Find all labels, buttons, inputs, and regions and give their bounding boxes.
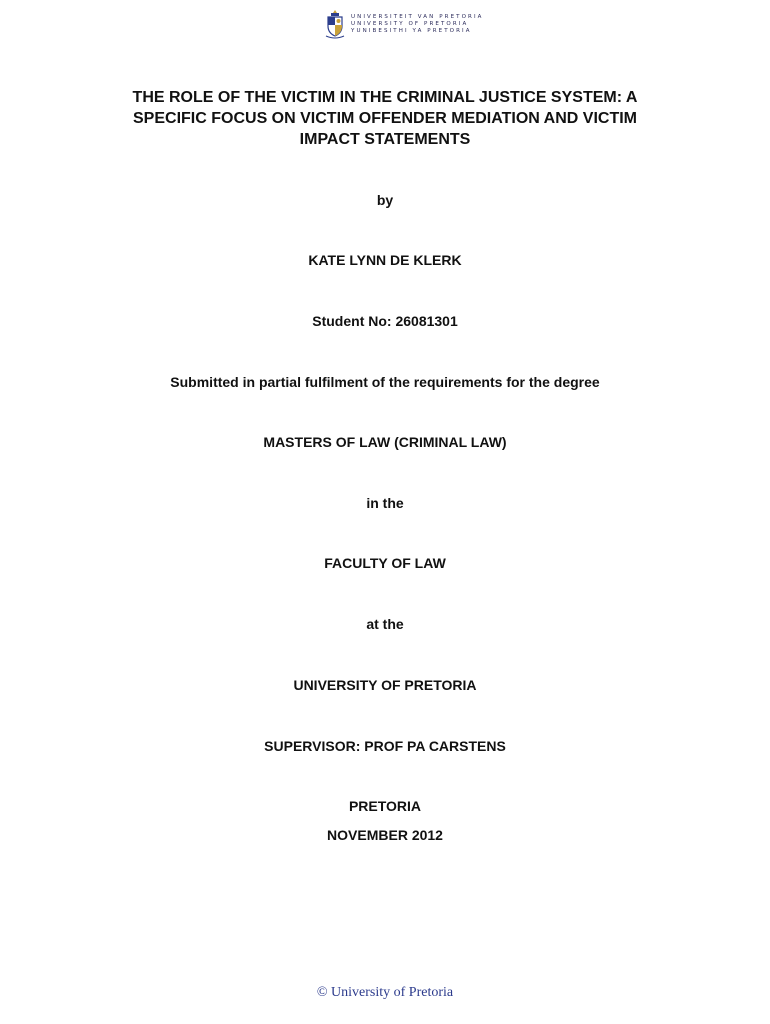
in-the-label: in the <box>366 495 404 511</box>
copyright-footer: © University of Pretoria <box>316 985 454 1000</box>
by-label: by <box>376 192 394 208</box>
logo-line-afrikaans: UNIVERSITEIT VAN PRETORIA <box>351 13 484 20</box>
author-name: KATE LYNN DE KLERK <box>308 252 462 268</box>
thesis-title-line-2: SPECIFIC FOCUS ON VICTIM OFFENDER MEDIATION AND VICTIM <box>133 110 637 127</box>
faculty-name: FACULTY OF LAW <box>324 555 446 571</box>
supervisor-line: SUPERVISOR: PROF PA CARSTENS <box>264 738 506 754</box>
degree-name: MASTERS OF LAW (CRIMINAL LAW) <box>263 434 507 450</box>
logo-line-english: UNIVERSITY OF PRETORIA <box>351 20 469 27</box>
city-name: PRETORIA <box>348 798 422 814</box>
at-the-label: at the <box>366 616 404 632</box>
university-name: UNIVERSITY OF PRETORIA <box>293 677 477 693</box>
submission-statement: Submitted in partial fulfilment of the requirements for the degree <box>170 374 600 390</box>
logo-line-sepedi: YUNIBESITHI YA PRETORIA <box>351 27 472 34</box>
logo-wordmark <box>351 14 484 35</box>
university-crest-icon <box>325 9 345 39</box>
university-logo <box>325 8 484 40</box>
thesis-title-line-1: THE ROLE OF THE VICTIM IN THE CRIMINAL JUSTICE SYSTEM: A <box>132 89 638 106</box>
submission-date: NOVEMBER 2012 <box>327 827 443 843</box>
thesis-title-line-3: IMPACT STATEMENTS <box>299 131 471 148</box>
student-number: Student No: 26081301 <box>312 313 458 329</box>
thesis-title <box>60 87 710 150</box>
